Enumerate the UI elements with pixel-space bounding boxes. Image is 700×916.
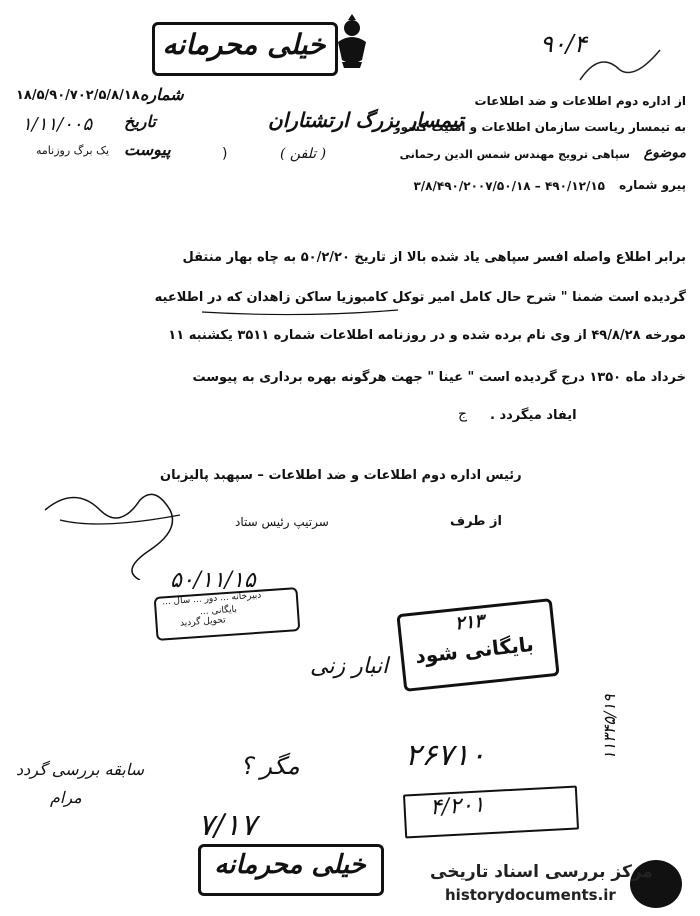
attachment-value: یک برگ روزنامه	[36, 144, 110, 157]
handwritten-right-margin: ۱۱۳۴۵/۱۹	[600, 694, 619, 760]
handwritten-mid: ۵۰/۱۱/۱۵	[170, 568, 256, 593]
body-line-1: برابر اطلاع واصله افسر سپاهی یاد شده بالا از تاریخ ۵۰/۲/۲۰ به چاه بهار منتقل	[182, 250, 686, 265]
handwritten-date-bottom: ۷/۱۷	[198, 808, 257, 843]
watermark-url: historydocuments.ir	[445, 886, 616, 904]
signature-scribble	[40, 480, 240, 580]
handwritten-left-note: سابقه بررسی گردد	[16, 760, 145, 779]
subject-paren: )	[222, 146, 228, 162]
emblem-icon	[332, 12, 372, 70]
subject-line: سپاهی ترویج مهندس شمس الدین رحمانی	[399, 148, 630, 161]
subject-note: ( تلفن )	[280, 146, 327, 162]
handwritten-scribble	[575, 45, 665, 85]
stamp-archive-text: بایگانی شود	[414, 631, 535, 669]
signer-text: سرتیپ رئیس ستاد	[235, 515, 329, 529]
by-label: از طرف	[450, 514, 502, 529]
handwritten-top-right: ۹۰/۴	[540, 30, 587, 58]
classification-bottom: خیلی محرمانه	[214, 850, 366, 880]
classification-top: خیلی محرمانه	[162, 28, 326, 61]
handwritten-left-note2: مرام	[50, 788, 82, 807]
date-label: تاریخ	[124, 112, 156, 131]
to-handwritten: تیمسار بزرگ ارتشتاران	[268, 108, 464, 132]
subject-label: موضوع	[643, 145, 686, 161]
handwritten-number: ۲۶۷۱۰	[405, 738, 486, 773]
stamp-registered-line2: بایگانی ...	[199, 604, 238, 618]
signature-title: رئیس اداره دوم اطلاعات و ضد اطلاعات – سپهبد پالیزبان	[160, 468, 522, 483]
stamp-box-bottom-text: ۴/۲۰۱	[429, 792, 486, 821]
to-line: به تیمسار ریاست سازمان اطلاعات و امنیت کشور	[393, 120, 686, 134]
underline-mark	[200, 308, 400, 316]
stamp-registered-line3: تحویل گردید	[179, 615, 226, 629]
handwritten-note-1: انبار زنی	[310, 654, 389, 679]
stamp-archive-number: ۲۱۳	[453, 610, 486, 635]
date-value: ۱/۱۱/۰۰۵	[22, 114, 93, 135]
number-label: شماره	[140, 85, 184, 104]
stamp-registered-line1: دبیرخانه ... دور ... سال ...	[161, 590, 262, 608]
watermark-text: مرکز بررسی اسناد تاریخی	[430, 862, 653, 882]
followup-value: ۳/۸/۴۹۰/۲۰۰۷/۵۰/۱۸ – ۴۹۰/۱۲/۱۵	[413, 179, 605, 193]
number-value: ۱۸/۵/۹۰/۷۰۲/۵/۸/۱۸	[16, 88, 140, 103]
body-line-4: خرداد ماه ۱۳۵۰ درج گردیده است " عینا " جهت هرگونه بهره برداری به پیوست	[192, 370, 686, 385]
followup-label: پیرو شماره	[619, 178, 686, 192]
body-line-3: مورخه ۴۹/۸/۲۸ از وی نام برده شده و در روزنامه اطلاعات شماره ۳۵۱۱ یکشنبه ۱۱	[168, 328, 686, 343]
body-line-5: ایفاد میگردد .	[490, 408, 577, 423]
attachment-label: پیوست	[124, 140, 171, 159]
handwritten-note-2: مگر ؟	[240, 752, 300, 780]
from-line: از اداره دوم اطلاعات و ضد اطلاعات	[474, 94, 686, 108]
body-line-2: گردیده است ضمنا " شرح حال کامل امیر توکل کامبوزیا ساکن زاهدان که در اطلاعیه	[154, 290, 686, 305]
body-mark: ج	[458, 406, 468, 422]
